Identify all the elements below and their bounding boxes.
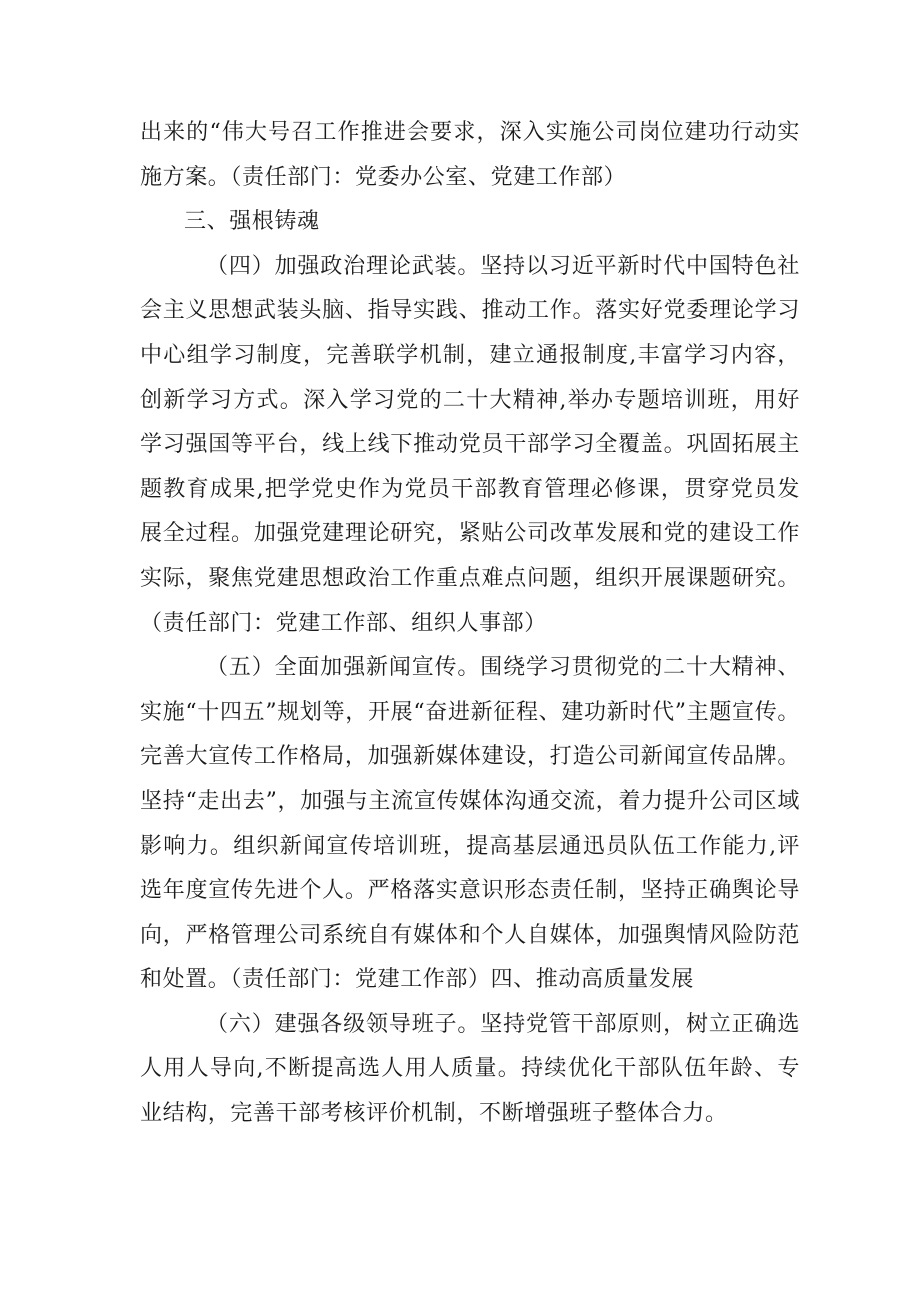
document-body bbox=[140, 111, 800, 1137]
section-heading-strengthen-roots: 三、强根铸魂 bbox=[184, 209, 320, 235]
paragraph-political-theory: （四）加强政治理论武装。坚持以习近平新时代中国特色社会主义思想武装头脑、指导实践、推动工作。落实好党委理论学习中心组学习制度，完善联学机制，建立通报制度,丰富学习内容，创新学习方式。深入学习党的二十大精神,举办专题培训班，用好学习强国等平台，线上线下推动党员干部学习全覆盖。巩固拓展主题教育成果,把学党史作为党员干部教育管理必修课，贯穿党员发展全过程。加强党建理论研究，紧贴公司改革发展和党的建设工作实际，聚焦党建思想政治工作重点难点问题，组织开展课题研究。（责任部门：党建工作部、组织人事部） bbox=[140, 253, 800, 636]
paragraph-news-publicity: （五）全面加强新闻宣传。围绕学习贯彻党的二十大精神、实施“十四五”规划等，开展“奋进新征程、建功新时代”主题宣传。完善大宣传工作格局，加强新媒体建设，打造公司新闻宣传品牌。坚持“走出去”，加强与主流宣传媒体沟通交流，着力提升公司区域影响力。组织新闻宣传培训班，提高基层通迅员队伍工作能力,评选年度宣传先进个人。严格落实意识形态责任制，坚持正确舆论导向，严格管理公司系统自有媒体和个人自媒体，加强舆情风险防范和处置。（责任部门：党建工作部）四、推动高质量发展 bbox=[140, 655, 800, 993]
paragraph-continuation: 出来的“伟大号召工作推进会要求，深入实施公司岗位建功行动实施方案。（责任部门：党委办公室、党建工作部） bbox=[140, 120, 800, 190]
paragraph-leadership-teams: （六）建强各级领导班子。坚持党管干部原则，树立正确选人用人导向,不断提高选人用人质量。持续优化干部队伍年龄、专业结构，完善干部考核评价机制，不断增强班子整体合力。 bbox=[140, 1011, 800, 1127]
